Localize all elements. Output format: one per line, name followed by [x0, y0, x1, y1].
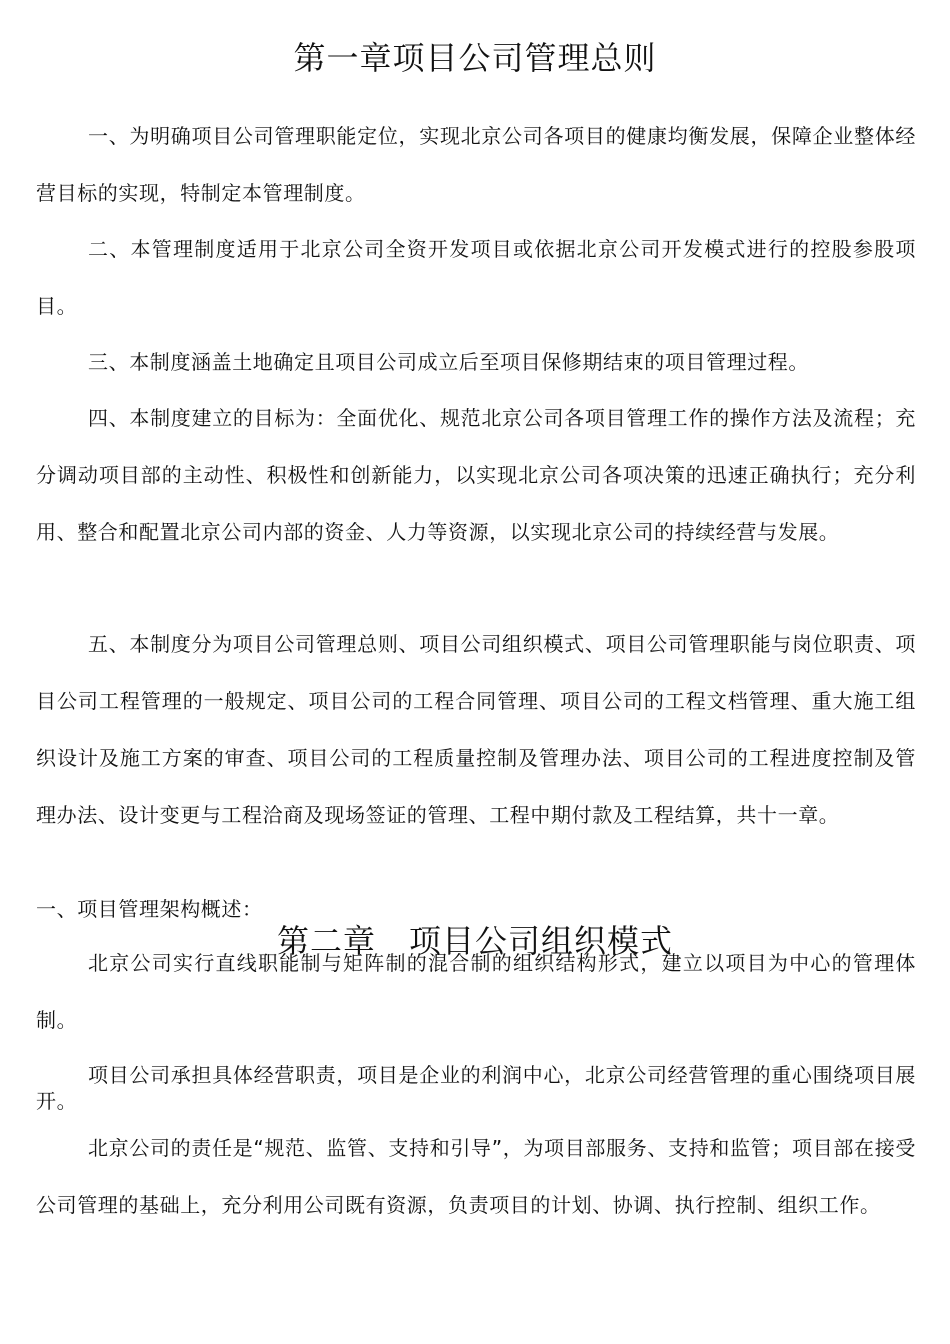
chapter1-paragraph-5: 五、本制度分为项目公司管理总则、项目公司组织模式、项目公司管理职能与岗位职责、项目公司工程管理的一般规定、项目公司的工程合同管理、项目公司的工程文档管理、重大施工组织设计及施工方案的审查、项目公司的工程质量控制及管理办法、项目公司的工程进度控制及管理办法、设计变更与工程洽商及现场签证的管理、工程中期付款及工程结算，共十一章。	[36, 632, 916, 827]
chapter1-title: 第一章项目公司管理总则	[293, 39, 657, 77]
chapter2-paragraph-3: 北京公司的责任是“规范、监管、支持和引导”，为项目部服务、支持和监管；项目部在接受公司管理的基础上，充分利用公司既有资源，负责项目的计划、协调、执行控制、组织工作。	[36, 1136, 916, 1217]
chapter2-paragraph-2: 项目公司承担具体经营职责，项目是企业的利润中心，北京公司经营管理的重心围绕项目展开。	[36, 1063, 916, 1113]
chapter1-paragraph-3: 三、本制度涵盖土地确定且项目公司成立后至项目保修期结束的项目管理过程。	[88, 350, 809, 374]
chapter1-paragraph-4: 四、本制度建立的目标为：全面优化、规范北京公司各项目管理工作的操作方法及流程；充分调动项目部的主动性、积极性和创新能力，以实现北京公司各项决策的迅速正确执行；充分利用、整合和配置北京公司内部的资金、人力等资源，以实现北京公司的持续经营与发展。	[36, 406, 916, 544]
section-heading-architecture: 一、项目管理架构概述：	[36, 897, 263, 921]
chapter1-paragraph-1: 一、为明确项目公司管理职能定位，实现北京公司各项目的健康均衡发展，保障企业整体经营目标的实现，特制定本管理制度。	[36, 124, 916, 205]
chapter2-paragraph-1: 北京公司实行直线职能制与矩阵制的混合制的组织结构形式，建立以项目为中心的管理体制。	[36, 951, 916, 1032]
chapter1-paragraph-2: 二、本管理制度适用于北京公司全资开发项目或依据北京公司开发模式进行的控股参股项目。	[36, 237, 916, 318]
chapter2-title: 第二章 项目公司组织模式	[276, 922, 673, 960]
